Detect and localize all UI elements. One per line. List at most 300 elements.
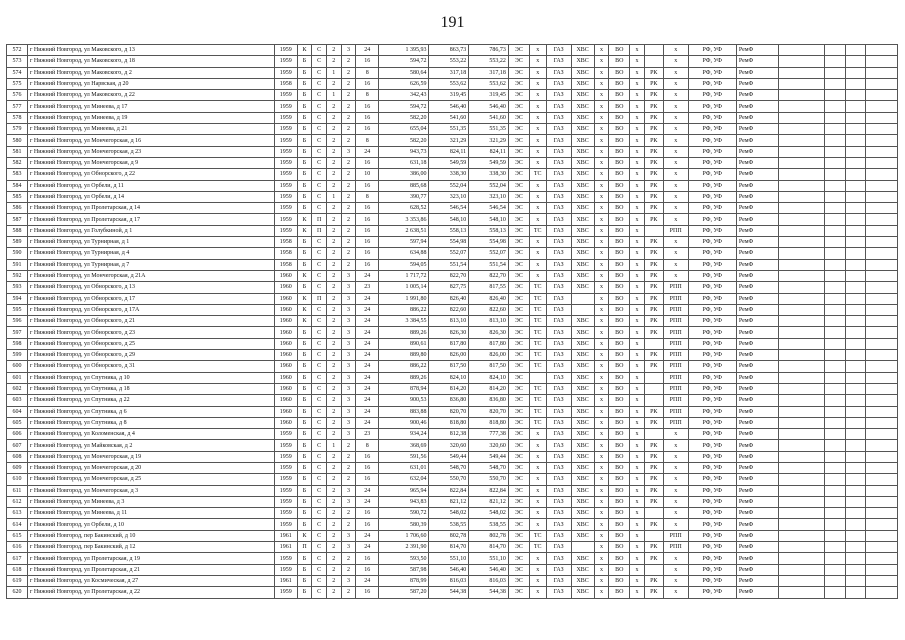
table-cell: РемФ xyxy=(736,248,778,259)
table-cell: 3 xyxy=(341,542,356,553)
table-cell: РемФ xyxy=(736,135,778,146)
table-row xyxy=(7,180,898,191)
table-cell: ТС xyxy=(529,169,546,180)
empty-cell xyxy=(866,225,898,236)
table-cell: ЭС xyxy=(508,383,529,394)
table-cell: 608 xyxy=(7,451,28,462)
table-cell: ХВС xyxy=(571,417,594,428)
empty-cell xyxy=(845,496,866,507)
table-cell: ТС xyxy=(529,530,546,541)
table-cell: 2 xyxy=(326,553,341,564)
table-cell: 1960 xyxy=(274,316,297,327)
table-cell: 2 xyxy=(341,564,356,575)
table-cell: 817,80 xyxy=(429,338,469,349)
table-cell: 1960 xyxy=(274,282,297,293)
table-cell: 2 xyxy=(326,542,341,553)
table-cell: РК xyxy=(644,474,663,485)
table-cell xyxy=(644,56,663,67)
table-cell: 1959 xyxy=(274,112,297,123)
empty-cell xyxy=(866,191,898,202)
empty-cell xyxy=(845,293,866,304)
table-cell: ВО xyxy=(609,282,630,293)
table-cell: 16 xyxy=(356,78,379,89)
empty-cell xyxy=(866,395,898,406)
table-cell: ВО xyxy=(609,474,630,485)
table-cell: С xyxy=(312,157,327,168)
table-cell: 24 xyxy=(356,395,379,406)
table-cell: Б xyxy=(297,90,312,101)
empty-cell xyxy=(778,248,824,259)
table-cell: х xyxy=(594,553,609,564)
table-cell: ЭС xyxy=(508,542,529,553)
table-cell: г Нижний Новгород, ул Мончегорская, д 9 xyxy=(27,157,274,168)
table-cell: 16 xyxy=(356,474,379,485)
table-cell: 890,61 xyxy=(379,338,429,349)
table-row xyxy=(7,157,898,168)
table-cell: х xyxy=(594,327,609,338)
table-cell: ХВС xyxy=(571,203,594,214)
table-cell: РемФ xyxy=(736,259,778,270)
table-cell: 580,39 xyxy=(379,519,429,530)
table-cell: 546,54 xyxy=(429,203,469,214)
table-cell: РемФ xyxy=(736,112,778,123)
table-cell: 816,03 xyxy=(469,575,509,586)
table-cell: РемФ xyxy=(736,564,778,575)
table-cell: РемФ xyxy=(736,338,778,349)
table-cell: С xyxy=(312,203,327,214)
empty-cell xyxy=(778,383,824,394)
table-cell: ГАЗ xyxy=(546,542,571,553)
table-cell: г Нижний Новгород, ул Минеева, д 21 xyxy=(27,124,274,135)
table-cell: РПП xyxy=(663,383,688,394)
table-cell: ЭС xyxy=(508,440,529,451)
table-cell: 2 xyxy=(326,146,341,157)
table-cell: ТС xyxy=(529,293,546,304)
table-cell: П xyxy=(297,542,312,553)
table-cell: 546,54 xyxy=(469,203,509,214)
table-cell: ХВС xyxy=(571,124,594,135)
table-cell: 2 xyxy=(326,237,341,248)
table-row xyxy=(7,372,898,383)
table-cell: х xyxy=(529,180,546,191)
table-cell: ГАЗ xyxy=(546,440,571,451)
table-cell: 597,94 xyxy=(379,237,429,248)
table-cell: С xyxy=(312,237,327,248)
table-cell: 1 991,80 xyxy=(379,293,429,304)
table-cell: ГАЗ xyxy=(546,530,571,541)
table-cell: х xyxy=(630,350,645,361)
table-row xyxy=(7,270,898,281)
table-cell: 582,20 xyxy=(379,135,429,146)
table-cell: РФ, УФ xyxy=(688,157,736,168)
table-cell: ВО xyxy=(609,417,630,428)
table-cell: х xyxy=(663,462,688,473)
table-cell: х xyxy=(529,508,546,519)
table-cell: 1959 xyxy=(274,508,297,519)
empty-cell xyxy=(824,417,845,428)
table-cell: 2 xyxy=(326,45,341,56)
table-cell: 16 xyxy=(356,519,379,530)
table-cell: ВО xyxy=(609,304,630,315)
table-cell: ХВС xyxy=(571,508,594,519)
empty-cell xyxy=(866,203,898,214)
table-cell: 616 xyxy=(7,542,28,553)
table-cell: 1959 xyxy=(274,496,297,507)
table-cell: РФ, УФ xyxy=(688,485,736,496)
table-cell: 3 xyxy=(341,327,356,338)
table-cell: ГАЗ xyxy=(546,485,571,496)
table-cell: х xyxy=(594,564,609,575)
table-cell: ВО xyxy=(609,101,630,112)
empty-cell xyxy=(778,191,824,202)
table-cell: 587,20 xyxy=(379,587,429,598)
table-cell: ГАЗ xyxy=(546,157,571,168)
empty-cell xyxy=(845,135,866,146)
table-cell: 1 xyxy=(326,67,341,78)
housing-register-table-wrapper xyxy=(6,44,898,599)
table-cell: С xyxy=(312,564,327,575)
table-cell: ВО xyxy=(609,180,630,191)
table-cell: 8 xyxy=(356,191,379,202)
table-cell: х xyxy=(594,485,609,496)
table-cell: 1960 xyxy=(274,338,297,349)
table-cell: 2 391,90 xyxy=(379,542,429,553)
table-cell: ХВС xyxy=(571,214,594,225)
table-cell: РФ, УФ xyxy=(688,225,736,236)
table-cell: РемФ xyxy=(736,575,778,586)
table-body xyxy=(7,45,898,599)
table-cell: 3 xyxy=(341,316,356,327)
table-cell: 836,80 xyxy=(469,395,509,406)
empty-cell xyxy=(866,304,898,315)
table-cell: ЭС xyxy=(508,485,529,496)
table-cell: х xyxy=(630,180,645,191)
table-cell: РК xyxy=(644,316,663,327)
table-cell: 580,64 xyxy=(379,67,429,78)
table-cell: 802,78 xyxy=(469,530,509,541)
table-cell: 777,38 xyxy=(469,429,509,440)
table-cell: ХВС xyxy=(571,135,594,146)
table-cell: ВО xyxy=(609,372,630,383)
table-cell: г Нижний Новгород, ул Турнирная, д 7 xyxy=(27,259,274,270)
table-cell: ГАЗ xyxy=(546,214,571,225)
empty-cell xyxy=(866,112,898,123)
table-cell: 812,38 xyxy=(429,429,469,440)
empty-cell xyxy=(824,90,845,101)
table-row xyxy=(7,485,898,496)
empty-cell xyxy=(866,564,898,575)
table-cell: Б xyxy=(297,564,312,575)
table-cell: г Нижний Новгород, ул Обнорского, д 25 xyxy=(27,338,274,349)
empty-cell xyxy=(778,417,824,428)
empty-cell xyxy=(866,214,898,225)
table-cell: 655,04 xyxy=(379,124,429,135)
table-cell: ВО xyxy=(609,395,630,406)
table-cell: 590,72 xyxy=(379,508,429,519)
table-cell: 587,98 xyxy=(379,564,429,575)
table-cell: С xyxy=(312,270,327,281)
table-cell: С xyxy=(312,78,327,89)
table-cell: 3 xyxy=(341,282,356,293)
table-cell: РемФ xyxy=(736,214,778,225)
table-cell: РК xyxy=(644,248,663,259)
table-cell: ЭС xyxy=(508,587,529,598)
table-cell: РК xyxy=(644,496,663,507)
table-cell: ТС xyxy=(529,542,546,553)
table-cell: ГАЗ xyxy=(546,429,571,440)
empty-cell xyxy=(824,587,845,598)
table-cell: 2 xyxy=(341,203,356,214)
table-cell: г Нижний Новгород, ул Турнирная, д 1 xyxy=(27,237,274,248)
table-cell xyxy=(644,429,663,440)
table-cell: 2 xyxy=(326,530,341,541)
table-cell: 3 xyxy=(341,575,356,586)
table-cell: С xyxy=(312,429,327,440)
table-cell: Б xyxy=(297,338,312,349)
table-cell: 826,30 xyxy=(469,327,509,338)
table-cell: ГАЗ xyxy=(546,564,571,575)
table-cell: 548,70 xyxy=(429,462,469,473)
table-cell: ЭС xyxy=(508,304,529,315)
table-row xyxy=(7,56,898,67)
table-cell: г Нижний Новгород, ул Орбели, д 11 xyxy=(27,180,274,191)
table-cell: 2 xyxy=(341,587,356,598)
table-cell: х xyxy=(594,496,609,507)
table-cell: 2 xyxy=(326,56,341,67)
table-row xyxy=(7,124,898,135)
table-cell: 2 xyxy=(341,56,356,67)
table-cell: 3 xyxy=(341,45,356,56)
table-cell: 2 xyxy=(341,67,356,78)
table-cell: х xyxy=(630,440,645,451)
table-cell: К xyxy=(297,45,312,56)
table-cell: 1959 xyxy=(274,564,297,575)
empty-cell xyxy=(845,587,866,598)
table-cell: 2 xyxy=(326,135,341,146)
table-cell: ВО xyxy=(609,259,630,270)
table-cell: 16 xyxy=(356,180,379,191)
table-cell: Б xyxy=(297,203,312,214)
empty-cell xyxy=(866,316,898,327)
table-cell: г Нижний Новгород, пер Бакинский, д 12 xyxy=(27,542,274,553)
empty-cell xyxy=(778,508,824,519)
table-cell: 582,20 xyxy=(379,112,429,123)
table-cell: 1 706,60 xyxy=(379,530,429,541)
table-cell: ГАЗ xyxy=(546,395,571,406)
empty-cell xyxy=(824,67,845,78)
table-cell: РПП xyxy=(663,406,688,417)
table-cell: 24 xyxy=(356,530,379,541)
table-cell: х xyxy=(630,67,645,78)
empty-cell xyxy=(866,157,898,168)
empty-cell xyxy=(845,395,866,406)
empty-cell xyxy=(845,214,866,225)
empty-cell xyxy=(824,56,845,67)
table-cell: х xyxy=(594,157,609,168)
table-cell: 3 xyxy=(341,417,356,428)
empty-cell xyxy=(824,485,845,496)
table-cell: х xyxy=(594,462,609,473)
table-cell: С xyxy=(312,282,327,293)
empty-cell xyxy=(824,395,845,406)
table-cell: ХВС xyxy=(571,112,594,123)
table-cell: 552,07 xyxy=(429,248,469,259)
empty-cell xyxy=(845,474,866,485)
table-cell: х xyxy=(663,146,688,157)
table-cell: РПП xyxy=(663,293,688,304)
table-row xyxy=(7,316,898,327)
table-cell: 594,72 xyxy=(379,56,429,67)
empty-cell xyxy=(866,45,898,56)
table-cell: Б xyxy=(297,361,312,372)
table-cell: ЭС xyxy=(508,203,529,214)
table-cell: РемФ xyxy=(736,203,778,214)
table-cell: 16 xyxy=(356,462,379,473)
table-cell: 585 xyxy=(7,191,28,202)
table-cell: ЭС xyxy=(508,270,529,281)
table-cell: х xyxy=(529,485,546,496)
table-cell: 588 xyxy=(7,225,28,236)
table-cell: 578 xyxy=(7,112,28,123)
table-cell: 551,10 xyxy=(469,553,509,564)
table-cell: 3 384,55 xyxy=(379,316,429,327)
table-cell: 1959 xyxy=(274,553,297,564)
table-cell: 813,10 xyxy=(469,316,509,327)
table-cell: 2 xyxy=(326,383,341,394)
table-row xyxy=(7,248,898,259)
table-cell: 589 xyxy=(7,237,28,248)
table-cell: РемФ xyxy=(736,316,778,327)
table-cell: х xyxy=(663,270,688,281)
table-cell: 16 xyxy=(356,508,379,519)
empty-cell xyxy=(866,440,898,451)
table-cell: ГАЗ xyxy=(546,553,571,564)
table-cell: 24 xyxy=(356,316,379,327)
empty-cell xyxy=(778,124,824,135)
table-cell: 548,02 xyxy=(429,508,469,519)
table-cell: х xyxy=(663,191,688,202)
table-cell: Б xyxy=(297,101,312,112)
empty-cell xyxy=(866,372,898,383)
empty-cell xyxy=(866,508,898,519)
table-cell: 1959 xyxy=(274,180,297,191)
table-cell: ЭС xyxy=(508,372,529,383)
empty-cell xyxy=(778,112,824,123)
table-cell: ГАЗ xyxy=(546,462,571,473)
table-cell: П xyxy=(312,225,327,236)
table-cell: 3 xyxy=(341,383,356,394)
table-cell: ВО xyxy=(609,462,630,473)
table-cell: РФ, УФ xyxy=(688,248,736,259)
table-cell: 2 xyxy=(341,259,356,270)
table-cell: ГАЗ xyxy=(546,112,571,123)
table-cell: 1959 xyxy=(274,462,297,473)
table-cell: РФ, УФ xyxy=(688,56,736,67)
table-cell: ХВС xyxy=(571,237,594,248)
table-cell: РК xyxy=(644,270,663,281)
table-cell: х xyxy=(663,451,688,462)
table-cell: 390,77 xyxy=(379,191,429,202)
table-cell: ТС xyxy=(529,361,546,372)
table-cell: 2 xyxy=(341,90,356,101)
table-cell: ГАЗ xyxy=(546,519,571,530)
table-cell: ВО xyxy=(609,214,630,225)
empty-cell xyxy=(778,519,824,530)
table-cell: ХВС xyxy=(571,406,594,417)
table-cell: г Нижний Новгород, ул Обнорского, д 23 xyxy=(27,327,274,338)
table-cell: х xyxy=(594,135,609,146)
table-cell: х xyxy=(594,372,609,383)
table-cell: 3 xyxy=(341,496,356,507)
table-cell: 3 xyxy=(341,485,356,496)
table-cell: Б xyxy=(297,429,312,440)
empty-cell xyxy=(845,169,866,180)
empty-cell xyxy=(778,135,824,146)
table-cell: 2 638,51 xyxy=(379,225,429,236)
table-cell: 576 xyxy=(7,90,28,101)
table-cell: 824,10 xyxy=(429,372,469,383)
table-cell: 338,30 xyxy=(469,169,509,180)
empty-cell xyxy=(866,429,898,440)
table-cell: РемФ xyxy=(736,383,778,394)
table-cell: 889,26 xyxy=(379,327,429,338)
table-cell: ЭС xyxy=(508,191,529,202)
table-cell: РФ, УФ xyxy=(688,124,736,135)
table-cell: 878,99 xyxy=(379,575,429,586)
table-cell: ГАЗ xyxy=(546,67,571,78)
table-cell: 338,30 xyxy=(429,169,469,180)
empty-cell xyxy=(866,406,898,417)
table-cell: ГАЗ xyxy=(546,587,571,598)
table-cell: ЭС xyxy=(508,67,529,78)
table-cell: х xyxy=(630,575,645,586)
table-cell: 23 xyxy=(356,282,379,293)
table-cell: 1959 xyxy=(274,146,297,157)
empty-cell xyxy=(866,169,898,180)
table-cell: х xyxy=(663,214,688,225)
table-cell: РК xyxy=(644,327,663,338)
table-cell: ГАЗ xyxy=(546,56,571,67)
table-cell: 610 xyxy=(7,474,28,485)
table-cell xyxy=(571,293,594,304)
table-cell: 786,73 xyxy=(469,45,509,56)
table-cell: х xyxy=(630,327,645,338)
empty-cell xyxy=(866,587,898,598)
table-cell: ВО xyxy=(609,157,630,168)
table-cell: х xyxy=(594,90,609,101)
table-cell: ГАЗ xyxy=(546,270,571,281)
table-cell: 3 xyxy=(341,395,356,406)
table-cell: 814,20 xyxy=(469,383,509,394)
table-row xyxy=(7,101,898,112)
table-cell: С xyxy=(312,496,327,507)
table-cell: Б xyxy=(297,575,312,586)
table-cell: х xyxy=(663,78,688,89)
table-cell: 546,40 xyxy=(469,564,509,575)
table-cell: 1959 xyxy=(274,440,297,451)
table-cell: 24 xyxy=(356,361,379,372)
table-cell: РФ, УФ xyxy=(688,270,736,281)
table-cell: ЭС xyxy=(508,293,529,304)
table-cell: 593 xyxy=(7,282,28,293)
table-cell: 620 xyxy=(7,587,28,598)
table-cell: РК xyxy=(644,135,663,146)
table-cell: 889,26 xyxy=(379,372,429,383)
table-cell xyxy=(644,45,663,56)
table-cell xyxy=(644,508,663,519)
table-cell: ХВС xyxy=(571,56,594,67)
table-cell: х xyxy=(663,440,688,451)
